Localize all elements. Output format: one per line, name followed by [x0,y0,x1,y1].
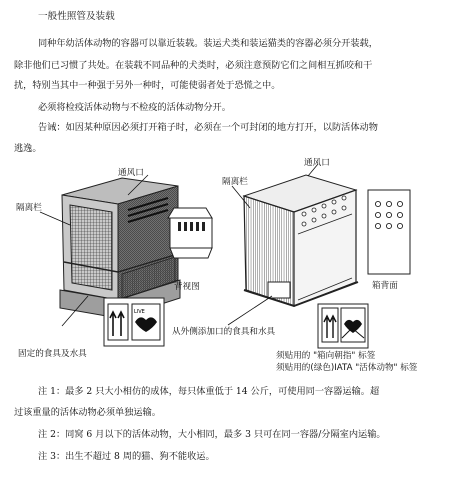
front-view-crate [168,208,212,258]
note-3: 注 3：出生不超过 8 周的猫、狗不能收运。 [38,451,215,462]
note-1-line-1: 注 1：最多 2 只大小相仿的成体，每只体重低于 14 公斤，可使用同一容器运输。超 [38,386,380,397]
front-view-caption: 背视图 [174,282,200,292]
left-label-panel [104,298,164,346]
food-water-label-right: 从外侧添加口的食具和水具 [172,327,276,337]
back-view-caption: 箱背面 [372,281,398,291]
right-label-panel [318,304,368,348]
ata-label-note: 须贴用的(绿色)IATA "活体动物" 标签 [276,363,418,373]
partition-label-left: 隔离栏 [16,203,42,213]
paragraph-3-line-1: 告诫：如因某种原因必须打开箱子时，必须在一个可封闭的地方打开，以防活体动物 [38,122,378,133]
paragraph-1-line-2: 除非他们已习惯了共处。在装载不同品种的犬类时，必须注意预防它们之间相互抓咬和干 [14,60,373,71]
paragraph-2: 必须将检疫活体动物与不检疫的活体动物分开。 [38,102,231,113]
svg-text:LIVE: LIVE [134,309,145,315]
paragraph-1-line-1: 同种年幼活体动物的容器可以靠近装载。装运犬类和装运猫类的容器必须分开装载， [38,38,378,49]
paragraph-1-line-3: 扰，特别当其中一种强于另外一种时，可能使弱者处于恐慌之中。 [14,80,281,91]
vent-label-right: 通风口 [304,158,330,168]
food-water-label-left: 固定的食具及水具 [18,349,87,359]
partition-label-right: 隔离栏 [222,177,248,187]
note-1-line-2: 过该重量的活体动物必须单独运输。 [14,407,161,418]
orientation-label-note: 须贴用的 "箱向朝指" 标签 [276,351,376,361]
back-view-panel [368,190,410,274]
right-crate-illustration [228,164,358,325]
note-2: 注 2：同窝 6 月以下的活体动物，大小相同，最多 3 只可在同一容器/分隔室内运输。 [38,429,386,440]
paragraph-3-line-2: 逃逸。 [14,143,42,154]
section-heading: 一般性照管及装载 [38,11,115,22]
vent-label-left: 通风口 [118,168,144,178]
